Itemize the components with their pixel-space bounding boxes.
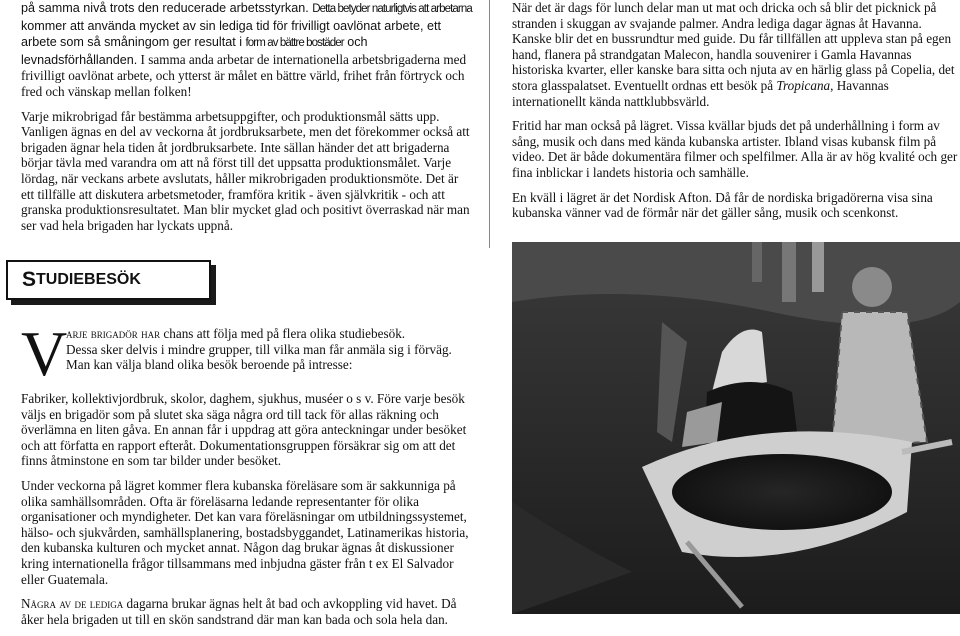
text-line: Man kan välja bland olika besök beroende på intresse: <box>66 357 353 373</box>
column-divider <box>489 0 490 248</box>
text-line: Dessa sker delvis i mindre grupper, till vilka man får anmäla sig i förväg. <box>66 341 452 357</box>
paragraph-leisure: Fritid har man också på lägret. Vissa kvällar bjuds det på underhållning i form av sång, musik och dans med kända kubanska artister. Ibland visas kubansk film på video. Det är både dokumentära filmer och spelfilmer. Alla är av hög kvalité och ger fina inblickar i landets historia och samhälle. <box>512 118 958 180</box>
heading-rest: TUDIEBESÖK <box>36 271 141 288</box>
paragraph-nordic-evening: En kväll i lägret är det Nordisk Afton. Då får de nordiska brigadörerna visa sina kubanska vänner vad de förmår när det gäller sång, musik och scenkonst. <box>512 189 933 221</box>
text-span: som så småningom ger resultat i <box>60 35 246 50</box>
heading-first-letter: S <box>22 268 37 291</box>
brigade-field-work-photo <box>512 242 960 614</box>
text-span: kommer att använda mycket av sin lediga tid för frivilligt oavlönat arbete, ett arbete <box>21 18 441 50</box>
intro-paragraph <box>21 318 473 389</box>
text-span: I samma anda arbetar de internationella arbetsbrigaderna med frivilligt oavlönat arbete, och ytterst är målet en bättre värld, frihet från förtryck och fred och vänskap mellan folken! <box>21 51 467 99</box>
text-span: Varje mikrobrigad får bestämma arbetsuppgifter, och produktionsmål sätts upp. <box>21 108 440 124</box>
text-span: dagarna brukar ägnas helt åt bad och avkoppling vid havet. Då åker hela brigaden ut till en skön sandstrand där man kan bada och sola hela dan. <box>21 596 457 627</box>
drop-cap: V <box>21 318 68 389</box>
text-span: När det är dags för lunch delar man ut mat och dricka och så blir det picknick på stranden i skuggan av svajande palmer. Andra lediga dagar ägnas åt Havanna. Kanske blir det en bussrundtur med guide. Du får tillfällen att uppleva stan på egen hand, flanera på strandgatan Malecon, handla souvenirer i Gamla Havannas historiska kvarter, eller kanske bara sitta och njuta av en härlig glass på Copelia, det stora glasspalatset. Eventuellt ordnas ett besök på <box>512 0 955 93</box>
left-column-top <box>21 0 473 242</box>
paragraph-visits: Fabriker, kollektivjordbruk, skolor, daghem, sjukhus, muséer o s v. Före varje besök väljs en brigadör som på slutet ska säga några ord till tack för allas räkning och överlämna en liten gåva. En annan får i uppdrag att göra anteckningar under besöket och att författa en rapport efteråt. Dokumentationsgruppen försäkrar sig om att det finns åtminstone en som tar bilder under besöket. <box>21 391 467 469</box>
text-span: och levnadsförhållanden. <box>21 35 368 67</box>
small-caps-lead: arje brigadör har <box>66 326 161 341</box>
paragraph-microbrigade <box>21 109 473 234</box>
small-caps-lead: Några av de lediga <box>21 596 124 612</box>
paragraph-lectures: Under veckorna på lägret kommer flera kubanska föreläsare som är sakkunniga på olika samhällsområden. Ofta är föreläsarna ledande representanter för olika organisationer och myndigheter. Det kan vara föreläsningar om utbildningssystemet, hälso- och sjukvården, samhällsplanering, bostadsbyggandet, Latinamerikas historia, den kubanska kulturen och mycket annat. Någon dag brukar ägnas åt diskussioner kring internationella frågor tillsammans med inbjudna gäster från t ex El Salvador eller Guatemala. <box>21 477 469 587</box>
text-span: på samma nivå trots den reducerade arbetsstyrkan. <box>21 1 313 15</box>
text-span: chans att följa med på flera olika studiebesök. <box>160 326 406 341</box>
paragraph-production <box>21 0 473 100</box>
paragraph-lunch-havana <box>512 0 958 109</box>
section-heading-studiebesok <box>6 260 211 300</box>
left-column-bottom <box>21 318 473 636</box>
condensed-text: Detta betyder naturligtvis att arbetarna <box>312 3 472 15</box>
text-span: Vanligen ägnas en del av veckorna åt jordbruksarbete, men det förekommer också att brigaden ägnar hela tiden åt jordbruksarbete. Inte sällan händer det att brigaderna börjar tävla med varandra om att nå först till det uppsatta produktionsmålet. Varje lördag, när veckans arbete avslutats, håller mikrobrigaden produktionsmöte. Det är ett tillfälle att diskutera arbetsmetoder, framföra kritik - även självkritik - och att granska produktionsresultatet. Man blir mycket glad och positivt överraskad när man ser vad hela brigaden har lyckats uppnå. <box>21 124 470 233</box>
text-span: , Havannas internationellt kända nattklubbsvärld. <box>512 77 889 109</box>
right-column-top <box>512 0 958 230</box>
condensed-text: form av bättre bostäder <box>245 37 344 50</box>
paragraph-beach <box>21 596 473 627</box>
italic-text: Tropicana <box>776 77 831 93</box>
